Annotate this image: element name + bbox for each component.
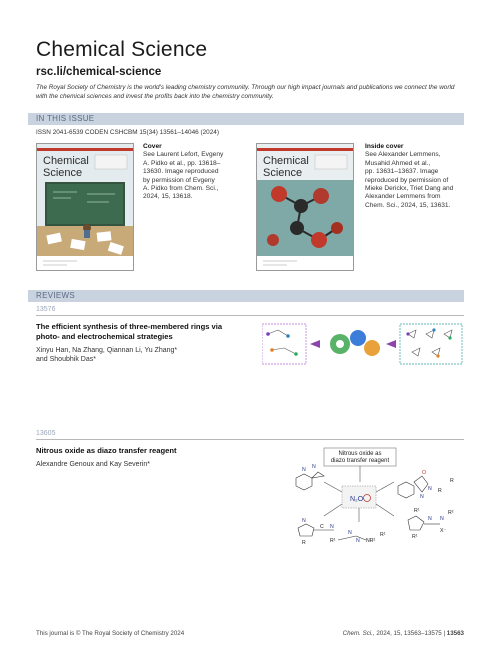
article-authors (36, 346, 177, 364)
scheme-label-line2: diazo transfer reagent (330, 458, 390, 464)
inside-cover-title-line2: Science (263, 167, 303, 179)
scheme-atom: X⁻ (440, 528, 447, 534)
scheme-center: N₂O (350, 496, 364, 503)
inside-cover-caption-line: pp. 13631–13637. Image (365, 168, 439, 176)
article-divider (36, 315, 464, 316)
inside-cover-caption-line: Musahid Ahmed et al., (365, 159, 431, 167)
article-title-line: Nitrous oxide as diazo transfer reagent (36, 446, 177, 455)
cover-caption-line: A. Pidko et al., pp. 13618– (143, 159, 221, 167)
inside-cover-illustration (257, 144, 353, 270)
scheme-atom: C (320, 524, 324, 530)
cover-caption (143, 143, 223, 202)
article-authors-line: Alexandre Genoux and Kay Severin* (36, 461, 151, 468)
inside-cover-image[interactable] (256, 143, 354, 271)
inside-cover-title-line1: Chemical (263, 155, 309, 167)
article-title-line: The efficient synthesis of three-membered rings via (36, 322, 223, 331)
journal-description: The Royal Society of Chemistry is the world's leading chemistry community. Through our high impact journals and publications we connect the world with the chemical sciences and invest the profits back into the chemistry community. (36, 84, 455, 100)
scheme-atom: R¹ (412, 534, 418, 540)
footer-copyright: This journal is © The Royal Society of Chemistry 2024 (36, 630, 185, 637)
article-page-number: 13605 (36, 430, 56, 437)
scheme-atom: N (302, 467, 306, 473)
article-authors-line: and Shoubhik Das* (36, 356, 96, 363)
article-graphic (262, 320, 464, 372)
footer-citation: Chem. Sci., 2024, 15, 13563–13575 | 13563 (342, 630, 464, 637)
reviews-heading: REVIEWS (36, 291, 75, 300)
scheme-atom: N (330, 524, 334, 530)
inside-cover-caption-line: See Alexander Lemmens, (365, 151, 441, 159)
scheme-atom: NR² (366, 538, 376, 544)
scheme-atom: R¹ (380, 532, 386, 538)
cover-caption-line: 2024, 15, 13618. (143, 193, 193, 201)
cover-caption-line: A. Pidko from Chem. Sci., (143, 185, 219, 193)
cover-caption-line: by permission of Evgeny (143, 176, 215, 184)
journal-title: Chemical Science (36, 38, 208, 61)
article-title[interactable] (36, 446, 177, 456)
article-authors (36, 460, 150, 469)
cover-illustration (37, 144, 133, 270)
scheme-atom: N (428, 516, 432, 522)
scheme-atom: R¹ (414, 508, 420, 514)
inside-cover-caption-line: Chem. Sci., 2024, 15, 13631. (365, 201, 451, 209)
footer-page-number: 13563 (446, 630, 464, 637)
footer-volume-pages: 2024, 15, 13563–13575 (374, 630, 442, 637)
diazo-transfer-scheme (290, 444, 466, 574)
scheme-atom: N (312, 464, 316, 470)
scheme-label-line1: Nitrous oxide as (338, 451, 382, 457)
scheme-atom: N (428, 486, 432, 492)
scheme-atom: N (348, 530, 352, 536)
inside-cover-heading: Inside cover (365, 143, 404, 150)
article-authors-line: Xinyu Han, Na Zhang, Qiannan Li, Yu Zhang* (36, 347, 178, 354)
reviews-band (28, 290, 464, 302)
scheme-atom: O (422, 470, 427, 476)
cover-title-line1: Chemical (43, 155, 89, 167)
cover-caption-line: See Laurent Lefort, Evgeny (143, 151, 224, 159)
article-divider (36, 439, 464, 440)
inside-cover-caption-line: Alexander Lemmens from (365, 193, 441, 201)
cover-title-line2: Science (43, 167, 83, 179)
inside-cover-caption-line: reproduced by permission of (365, 176, 449, 184)
scheme-atom: N (440, 516, 444, 522)
footer-journal: Chem. Sci., (342, 630, 375, 637)
journal-url[interactable]: rsc.li/chemical-science (36, 66, 162, 78)
article-title-line: photo- and electrochemical strategies (36, 332, 173, 341)
scheme-atom: R (450, 478, 454, 484)
inside-cover-caption (365, 143, 453, 210)
scheme-atom: N (420, 494, 424, 500)
scheme-atom: R¹ (330, 538, 336, 544)
scheme-atom: N (356, 538, 360, 544)
scheme-atom: R² (448, 510, 454, 516)
in-this-issue-band (28, 113, 464, 125)
issn-line: ISSN 2041-6539 CODEN CSHCBM 15(34) 13561–14046 (2024) (36, 129, 219, 136)
cover-heading: Cover (143, 143, 162, 150)
in-this-issue-heading: IN THIS ISSUE (36, 114, 95, 123)
cover-image[interactable] (36, 143, 134, 271)
cover-caption-line: 13630. Image reproduced (143, 168, 219, 176)
scheme-atom: N (302, 518, 306, 524)
scheme-atom: R (302, 540, 306, 546)
article-title[interactable] (36, 322, 222, 342)
article-page-number: 13576 (36, 306, 56, 313)
scheme-atom: R (438, 488, 442, 494)
inside-cover-caption-line: Mieke Derickx, Triet Dang and (365, 185, 454, 193)
